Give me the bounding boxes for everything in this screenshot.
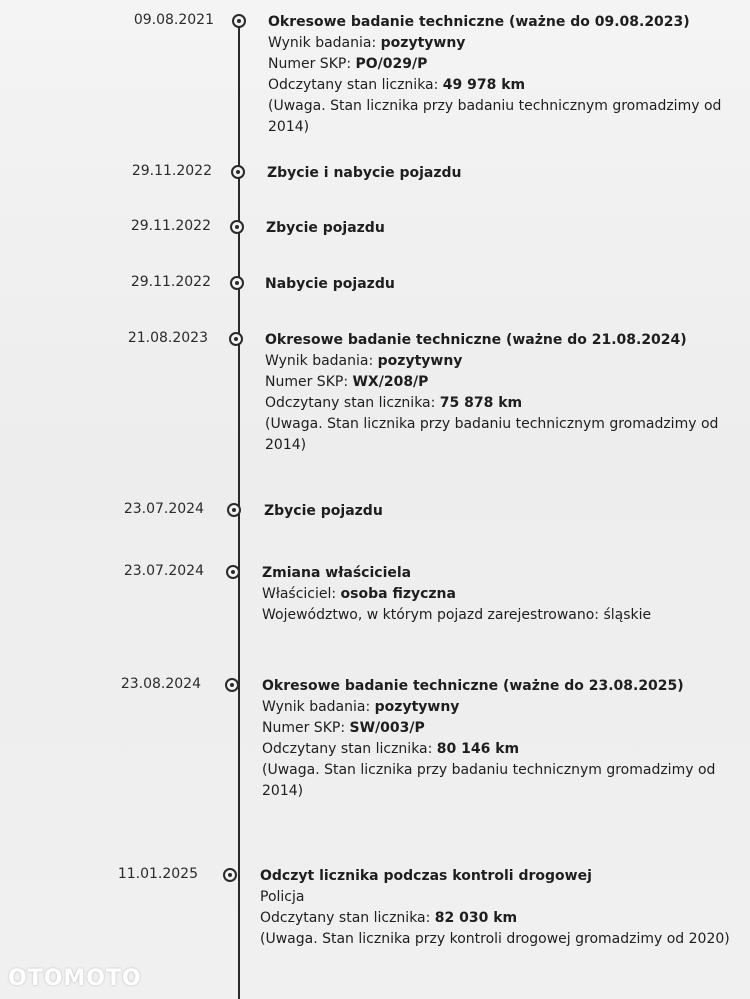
event-content <box>264 501 734 522</box>
event-note: (Uwaga. Stan licznika przy badaniu technicznym gromadzimy od 2014) <box>262 762 716 799</box>
skp-row <box>262 718 732 739</box>
event-note: (Uwaga. Stan licznika przy kontroli drogowej gromadzimy od 2020) <box>260 931 730 947</box>
owner-label: Właściciel: <box>262 586 341 602</box>
timeline-dot-icon <box>232 14 246 28</box>
event-date: 23.07.2024 <box>123 563 204 579</box>
odometer-value: 80 146 km <box>436 741 520 757</box>
odometer-label: Odczytany stan licznika: <box>265 395 440 411</box>
skp-label: Numer SKP: <box>262 720 350 736</box>
timeline-dot-icon <box>227 503 241 517</box>
skp-label: Numer SKP: <box>265 374 353 390</box>
event-content <box>262 563 732 626</box>
timeline-dot-icon <box>229 332 243 346</box>
timeline-dot-icon <box>225 678 239 692</box>
timeline-dot-icon <box>230 220 244 234</box>
authority-row: Policja <box>260 889 305 905</box>
result-label: Wynik badania: <box>268 35 381 51</box>
skp-value: SW/003/P <box>349 720 425 736</box>
event-content <box>260 866 730 950</box>
odometer-row <box>260 908 730 929</box>
event-title: Okresowe badanie techniczne (ważne do 21.08.2024) <box>265 332 687 348</box>
result-value: pozytywny <box>374 699 460 715</box>
event-content <box>265 330 735 456</box>
odometer-label: Odczytany stan licznika: <box>268 77 443 93</box>
odometer-value: 82 030 km <box>434 910 518 926</box>
event-title: Okresowe badanie techniczne (ważne do 23.08.2025) <box>262 678 684 694</box>
event-date: 29.11.2022 <box>131 163 212 179</box>
event-content <box>262 676 732 802</box>
event-note: (Uwaga. Stan licznika przy badaniu technicznym gromadzimy od 2014) <box>268 98 722 135</box>
event-title: Zbycie i nabycie pojazdu <box>267 165 462 181</box>
event-title: Okresowe badanie techniczne (ważne do 09.08.2023) <box>268 14 690 30</box>
timeline-dot-icon <box>223 868 237 882</box>
event-title: Nabycie pojazdu <box>265 276 395 292</box>
result-value: pozytywny <box>377 353 463 369</box>
odometer-row <box>265 393 735 414</box>
skp-value: WX/208/P <box>352 374 429 390</box>
event-content <box>265 274 735 295</box>
result-row <box>268 33 738 54</box>
result-label: Wynik badania: <box>262 699 375 715</box>
event-content <box>267 163 737 184</box>
odometer-value: 75 878 km <box>439 395 523 411</box>
event-date: 23.08.2024 <box>120 676 201 692</box>
odometer-row <box>268 75 738 96</box>
event-content <box>268 12 738 138</box>
voivodeship-row: Województwo, w którym pojazd zarejestrowano: śląskie <box>262 607 652 623</box>
owner-row <box>262 584 732 605</box>
odometer-label: Odczytany stan licznika: <box>262 741 437 757</box>
event-note: (Uwaga. Stan licznika przy badaniu technicznym gromadzimy od 2014) <box>265 416 719 453</box>
result-row <box>265 351 735 372</box>
odometer-label: Odczytany stan licznika: <box>260 910 435 926</box>
skp-row <box>268 54 738 75</box>
odometer-value: 49 978 km <box>442 77 526 93</box>
timeline-dot-icon <box>231 165 245 179</box>
skp-row <box>265 372 735 393</box>
event-content <box>266 218 736 239</box>
result-row <box>262 697 732 718</box>
result-value: pozytywny <box>380 35 466 51</box>
result-label: Wynik badania: <box>265 353 378 369</box>
event-title: Zbycie pojazdu <box>266 220 385 236</box>
event-date: 29.11.2022 <box>130 218 211 234</box>
timeline-dot-icon <box>226 565 240 579</box>
event-title: Zmiana właściciela <box>262 565 412 581</box>
timeline-dot-icon <box>230 276 244 290</box>
event-date: 29.11.2022 <box>130 274 211 290</box>
odometer-row <box>262 739 732 760</box>
owner-value: osoba fizyczna <box>340 586 456 602</box>
event-date: 09.08.2021 <box>133 12 214 28</box>
event-date: 23.07.2024 <box>123 501 204 517</box>
event-title: Odczyt licznika podczas kontroli drogowej <box>260 868 592 884</box>
otomoto-watermark: OTOMOTO <box>8 966 142 991</box>
event-date: 21.08.2023 <box>127 330 208 346</box>
skp-value: PO/029/P <box>355 56 428 72</box>
event-title: Zbycie pojazdu <box>264 503 383 519</box>
skp-label: Numer SKP: <box>268 56 356 72</box>
event-date: 11.01.2025 <box>117 866 198 882</box>
